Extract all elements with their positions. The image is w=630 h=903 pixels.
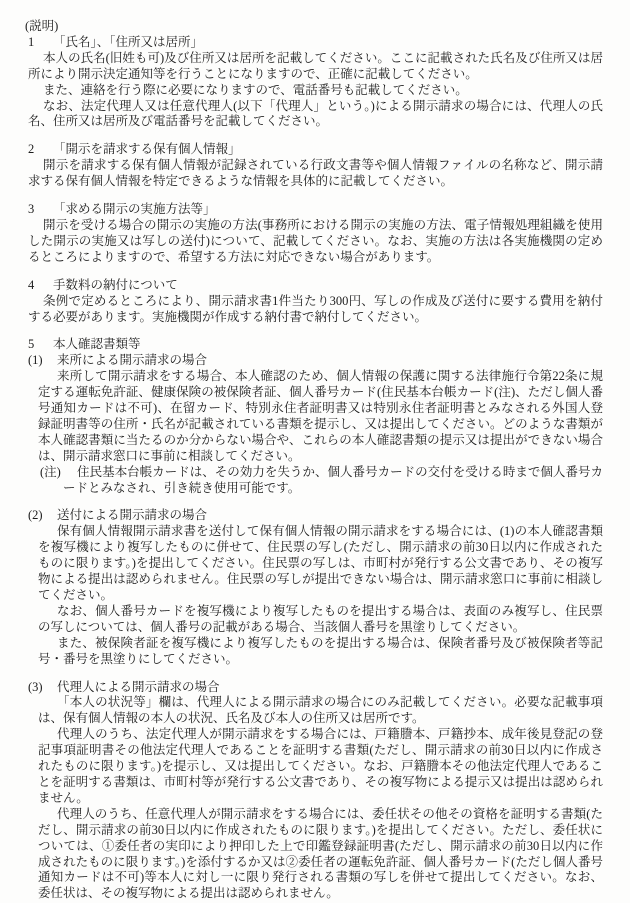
subsection-1-note	[40, 464, 603, 497]
subsection-1	[28, 353, 603, 496]
section-3-number: 3	[28, 202, 35, 217]
subsection-3-title: 代理人による開示請求の場合	[57, 679, 220, 694]
section-4-paragraph: 条例で定めるところにより、開示請求書1件当たり300円、写しの作成及び送付に要する費用を納付する必要があります。実施機関が作成する納付書で納付してください。	[28, 293, 603, 324]
section-1-paragraph: また、連絡を行う際に必要になりますので、電話番号も記載してください。	[43, 82, 468, 97]
section-5-title: 本人確認書類等	[53, 337, 141, 352]
section-3-heading	[28, 202, 603, 218]
section-4-heading	[28, 278, 603, 294]
section-1-paragraph: 本人の氏名(旧姓も可)及び住所又は居所を記載してください。ここに記載された氏名及び住所又は居所により開示決定通知等を行うことになりますので、正確に記載してください。	[28, 50, 603, 81]
section-2	[28, 142, 603, 190]
subsection-3	[28, 680, 603, 903]
note-label: (注)	[40, 464, 61, 479]
section-1-title: 「氏名」、「住所又は居所」	[53, 34, 204, 49]
subsection-1-title: 来所による開示請求の場合	[57, 353, 208, 368]
section-1-number: 1	[28, 34, 35, 49]
section-5	[28, 337, 603, 902]
section-1	[28, 35, 603, 130]
section-3	[28, 202, 603, 266]
subsection-2-paragraph: なお、個人番号カードを複写機により複写したものを提出する場合は、表面のみ複写し、住民票の写しについては、個人番号の記載がある場合、当該個人番号を黒塗りしてください。	[38, 603, 603, 634]
doc-heading: (説明)	[25, 19, 59, 33]
section-4-title: 手数料の納付について	[53, 277, 178, 292]
section-5-number: 5	[28, 337, 35, 352]
subsection-3-paragraph: 代理人のうち、法定代理人が開示請求をする場合には、戸籍謄本、戸籍抄本、成年後見登記の登記事項証明書その他法定代理人であることを証明する書類(ただし、開示請求の前30日以内に作成されたものに限ります。)を提示し、又は提出してください。なお、戸籍謄本その他法定代理人であることを証明する書類は、市町村等が発行する公文書であり、その複写物による提示又は提出は認められません。	[38, 727, 603, 805]
subsection-2-label: (2)	[28, 508, 43, 523]
subsection-2	[28, 508, 603, 667]
section-1-heading	[28, 35, 603, 51]
subsection-2-heading	[28, 508, 603, 524]
section-3-paragraph: 開示を受ける場合の開示の実施の方法(事務所における開示の実施の方法、電子情報処理組織を使用した開示の実施又は写しの送付)について、記載してください。なお、実施の方法は各実施機関の定めるところによりますので、希望する方法に対応できない場合があります。	[28, 217, 603, 264]
section-2-heading	[28, 142, 603, 158]
section-4-number: 4	[28, 277, 35, 292]
section-5-heading	[28, 337, 603, 353]
section-2-paragraph: 開示を請求する保有個人情報が記録されている行政文書等や個人情報ファイルの名称など、開示請求する保有個人情報を特定できるような情報を具体的に記載してください。	[28, 158, 603, 189]
section-4	[28, 278, 603, 326]
subsection-3-paragraph: 「本人の状況等」欄は、代理人による開示請求の場合にのみ記載してください。必要な記載事項は、保有個人情報の本人の状況、氏名及び本人の住所又は居所です。	[38, 695, 603, 726]
subsection-1-heading	[28, 353, 603, 369]
subsection-2-paragraph: 保有個人情報開示請求書を送付して保有個人情報の開示請求をする場合には、(1)の本人確認書類を複写機により複写したものに併せて、住民票の写し(ただし、開示請求の前30日以内に作成されたものに限ります。)を提出してください。住民票の写しは、市町村が発行する公文書であり、その複写物による提出は認められません。住民票の写しが提出できない場合は、開示請求窓口に事前に相談してください。	[38, 524, 603, 602]
subsection-2-title: 送付による開示請求の場合	[57, 508, 208, 523]
subsection-3-paragraph: 代理人のうち、任意代理人が開示請求をする場合には、委任状その他その資格を証明する書類(ただし、開示請求の前30日以内に作成されたものに限ります。)を提出してください。ただし、委任状については、①委任者の実印により押印した上で印鑑登録証明書(ただし、開示請求の前30日以内に作成されたものに限ります。)を添付するか又は②委任者の運転免許証、個人番号カード(ただし個人番号通知カードは不可)等本人に対し一に限り発行される書類の写しを併せて提出してください。なお、委任状は、その複写物による提出は認められません。	[38, 806, 603, 901]
section-2-title: 「開示を請求する保有個人情報」	[53, 142, 241, 157]
subsection-1-label: (1)	[28, 353, 43, 368]
section-3-title: 「求める開示の実施方法等」	[53, 202, 216, 217]
subsection-3-label: (3)	[28, 679, 43, 694]
subsection-1-paragraph: 来所して開示請求をする場合、本人確認のため、個人情報の保護に関する法律施行令第22条に規定する運転免許証、健康保険の被保険者証、個人番号カード(住民基本台帳カード(注)、ただし個人番号通知カードは不可)、在留カード、特別永住者証明書又は特別永住者証明書とみなされる外国人登録証明書等の住所・氏名が記載されている書類を提示し、又は提出してください。どのような書類が本人確認書類に当たるのか分からない場合や、これらの本人確認書類の提示又は提出ができない場合は、開示請求窓口に事前に相談してください。	[38, 369, 603, 463]
subsection-2-paragraph: また、被保険者証を複写機により複写したものを提出する場合は、保険者番号及び被保険者等記号・番号を黒塗りにしてください。	[38, 635, 603, 666]
section-1-paragraph: なお、法定代理人又は任意代理人(以下「代理人」という。)による開示請求の場合には、代理人の氏名、住所又は居所及び電話番号を記載してください。	[28, 98, 603, 129]
section-2-number: 2	[28, 142, 35, 157]
subsection-3-heading	[28, 680, 603, 696]
note-text: 住民基本台帳カードは、その効力を失うか、個人番号カードの交付を受ける時まで個人番号カードとみなされ、引き続き使用可能です。	[63, 464, 603, 495]
